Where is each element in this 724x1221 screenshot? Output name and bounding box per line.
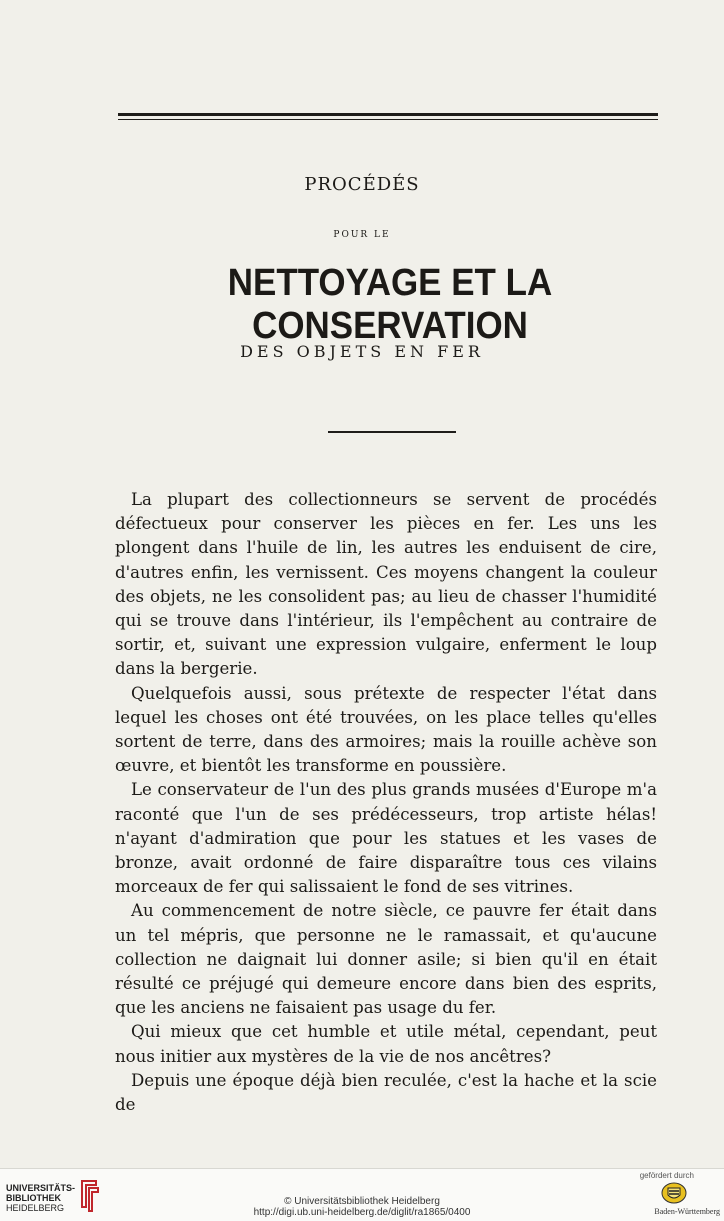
paragraph: Depuis une époque déjà bien reculée, c'est la hache et la scie de xyxy=(115,1070,657,1115)
library-name-line2: BIBLIOTHEK xyxy=(6,1193,61,1203)
paragraph: Quelquefois aussi, sous prétexte de respecter l'état dans lequel les choses ont été trouvées, on les place telles qu'elles sortent de terre, dans des armoires; mais la rouille achève son œuvre, et bientôt les transforme en poussière. xyxy=(115,683,657,776)
title-main: NETTOYAGE ET LA CONSERVATION xyxy=(227,262,553,347)
copyright-notice xyxy=(0,1196,724,1218)
paragraph: Qui mieux que cet humble et utile métal, cependant, peut nous initier aux mystères de la vie de nos ancêtres? xyxy=(115,1022,657,1066)
paragraph: Le conservateur de l'un des plus grands musées d'Europe m'a raconté que l'un de ses prédécesseurs, trop artiste hélas! n'ayant d'admiration que pour les statues et les vases de bronze, avait ordonné de faire disparaître tous ces vilains morceaux de fer qui salissaient le fond de ses vitrines. xyxy=(115,780,657,897)
library-name-line1: UNIVERSITÄTS- xyxy=(6,1183,76,1193)
title-separator xyxy=(328,431,456,433)
title-subtitle: DES OBJETS EN FER xyxy=(240,342,484,361)
library-name-line3: HEIDELBERG xyxy=(6,1203,65,1213)
paragraph: La plupart des collectionneurs se servent de procédés défectueux pour conserver les pièces en fer. Les uns les plongent dans l'huile de lin, les autres les enduisent de cire, d'autres enfin, les vernissent. Ces moyens changent la couleur des objets, ne les consolident pas; au lieu de chasser l'humidité qui se trouve dans l'intérieur, ils l'empêchent au contraire de sortir, et, suivant une expression vulgaire, enferment le loup dans la bergerie. xyxy=(115,490,657,679)
paragraph: Au commencement de notre siècle, ce pauvre fer était dans un tel mépris, que personne ne le ramassait, et qu'aucune collection ne daignait lui donner asile; si bien qu'il en était résulté ce préjugé qui demeure encore dans bien des esprits, que les anciens ne faisaient pas usage du fer. xyxy=(115,901,657,1018)
sponsor-label: gefördert durch xyxy=(639,1171,694,1180)
header-rule-thin xyxy=(118,119,658,120)
copyright-text: © Universitätsbibliothek Heidelberg xyxy=(284,1196,440,1207)
title-pour-le: POUR LE xyxy=(333,230,391,240)
footer-bar xyxy=(0,1168,724,1221)
permalink[interactable]: http://digi.ub.uni-heidelberg.de/diglit/ra1865/0400 xyxy=(253,1207,471,1218)
coat-of-arms-icon xyxy=(661,1182,687,1204)
title-procedes: PROCÉDÉS xyxy=(304,174,420,195)
header-rule-thick xyxy=(118,113,658,116)
sponsor-name: Baden-Württemberg xyxy=(654,1207,720,1216)
body-text xyxy=(115,488,657,1117)
